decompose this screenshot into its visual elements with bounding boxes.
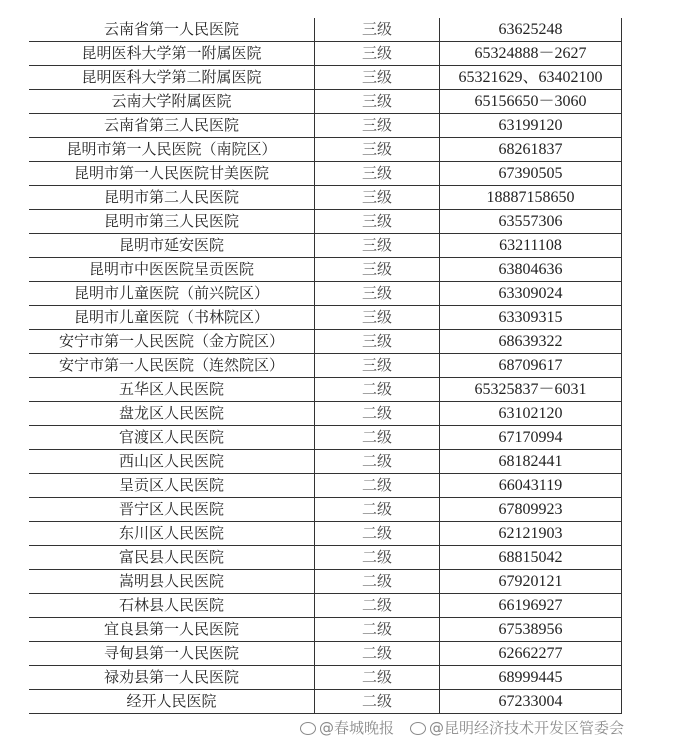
hospital-name: 五华区人民医院 — [29, 378, 315, 402]
table-row — [29, 210, 622, 234]
hospital-level: 三级 — [315, 282, 440, 306]
hospital-level: 二级 — [315, 402, 440, 426]
hospital-phone: 68999445 — [440, 666, 622, 690]
hospital-level: 二级 — [315, 642, 440, 666]
hospital-level: 三级 — [315, 258, 440, 282]
hospital-name: 宜良县第一人民医院 — [29, 618, 315, 642]
hospital-name: 昆明市第一人民医院（南院区） — [29, 138, 315, 162]
table-row — [29, 570, 622, 594]
hospital-level: 三级 — [315, 162, 440, 186]
hospital-level: 三级 — [315, 306, 440, 330]
hospital-level: 三级 — [315, 234, 440, 258]
watermark-chuncheng — [300, 719, 394, 737]
hospital-level: 二级 — [315, 450, 440, 474]
hospital-level: 三级 — [315, 330, 440, 354]
hospital-phone: 67233004 — [440, 690, 622, 714]
hospital-phone: 68182441 — [440, 450, 622, 474]
hospital-phone: 63102120 — [440, 402, 622, 426]
hospital-name: 西山区人民医院 — [29, 450, 315, 474]
hospital-level: 三级 — [315, 138, 440, 162]
hospital-phone: 18887158650 — [440, 186, 622, 210]
hospital-phone: 68261837 — [440, 138, 622, 162]
hospital-name: 东川区人民医院 — [29, 522, 315, 546]
table-row — [29, 258, 622, 282]
table-row — [29, 282, 622, 306]
hospital-phone: 63199120 — [440, 114, 622, 138]
table-row — [29, 594, 622, 618]
hospital-name: 安宁市第一人民医院（金方院区） — [29, 330, 315, 354]
hospital-level: 三级 — [315, 42, 440, 66]
table-row — [29, 18, 622, 42]
hospital-level: 二级 — [315, 666, 440, 690]
table-row — [29, 138, 622, 162]
hospital-name: 呈贡区人民医院 — [29, 474, 315, 498]
hospital-level: 二级 — [315, 594, 440, 618]
hospital-phone: 63211108 — [440, 234, 622, 258]
hospital-name: 石林县人民医院 — [29, 594, 315, 618]
hospital-table — [29, 18, 622, 714]
hospital-name: 云南省第一人民医院 — [29, 18, 315, 42]
hospital-phone: 67390505 — [440, 162, 622, 186]
table-row — [29, 666, 622, 690]
hospital-level: 二级 — [315, 498, 440, 522]
watermark-text: @春城晚报 — [319, 719, 395, 737]
hospital-level: 三级 — [315, 354, 440, 378]
hospital-level: 二级 — [315, 474, 440, 498]
table-row — [29, 450, 622, 474]
table-row — [29, 42, 622, 66]
hospital-name: 昆明市第一人民医院甘美医院 — [29, 162, 315, 186]
hospital-name: 云南大学附属医院 — [29, 90, 315, 114]
table-row — [29, 474, 622, 498]
hospital-name: 寻甸县第一人民医院 — [29, 642, 315, 666]
table-row — [29, 690, 622, 714]
hospital-phone: 63557306 — [440, 210, 622, 234]
hospital-phone: 68639322 — [440, 330, 622, 354]
hospital-name: 经开人民医院 — [29, 690, 315, 714]
hospital-phone: 63309315 — [440, 306, 622, 330]
hospital-level: 三级 — [315, 186, 440, 210]
weibo-icon — [300, 722, 316, 735]
hospital-level: 三级 — [315, 66, 440, 90]
hospital-name: 禄劝县第一人民医院 — [29, 666, 315, 690]
hospital-level: 二级 — [315, 378, 440, 402]
hospital-level: 二级 — [315, 618, 440, 642]
hospital-phone: 67538956 — [440, 618, 622, 642]
hospital-name: 昆明市儿童医院（书林院区） — [29, 306, 315, 330]
weibo-icon — [410, 722, 426, 735]
hospital-phone: 63804636 — [440, 258, 622, 282]
table-row — [29, 402, 622, 426]
hospital-name: 昆明市儿童医院（前兴院区） — [29, 282, 315, 306]
table-row — [29, 234, 622, 258]
hospital-phone: 62121903 — [440, 522, 622, 546]
hospital-name: 盘龙区人民医院 — [29, 402, 315, 426]
hospital-level: 三级 — [315, 114, 440, 138]
table-row — [29, 114, 622, 138]
hospital-phone: 67809923 — [440, 498, 622, 522]
hospital-name: 晋宁区人民医院 — [29, 498, 315, 522]
hospital-level: 二级 — [315, 690, 440, 714]
hospital-level: 二级 — [315, 546, 440, 570]
hospital-phone: 66196927 — [440, 594, 622, 618]
hospital-phone: 65321629、63402100 — [440, 66, 622, 90]
hospital-name: 昆明市延安医院 — [29, 234, 315, 258]
hospital-name: 富民县人民医院 — [29, 546, 315, 570]
hospital-phone: 66043119 — [440, 474, 622, 498]
hospital-level: 二级 — [315, 426, 440, 450]
table-row — [29, 162, 622, 186]
hospital-name: 昆明医科大学第二附属医院 — [29, 66, 315, 90]
hospital-level: 三级 — [315, 210, 440, 234]
watermark-text: @昆明经济技术开发区管委会 — [429, 719, 625, 737]
hospital-level: 三级 — [315, 90, 440, 114]
hospital-phone: 63625248 — [440, 18, 622, 42]
hospital-phone: 67170994 — [440, 426, 622, 450]
hospital-level: 二级 — [315, 522, 440, 546]
hospital-phone: 65324888－2627 — [440, 42, 622, 66]
hospital-phone: 62662277 — [440, 642, 622, 666]
hospital-phone: 67920121 — [440, 570, 622, 594]
table-row — [29, 306, 622, 330]
hospital-phone: 63309024 — [440, 282, 622, 306]
table-row — [29, 186, 622, 210]
table-row — [29, 426, 622, 450]
table-row — [29, 330, 622, 354]
hospital-name: 昆明市第二人民医院 — [29, 186, 315, 210]
table-row — [29, 354, 622, 378]
hospital-name: 官渡区人民医院 — [29, 426, 315, 450]
hospital-name: 云南省第三人民医院 — [29, 114, 315, 138]
table-row — [29, 66, 622, 90]
hospital-level: 三级 — [315, 18, 440, 42]
table-row — [29, 642, 622, 666]
table-row — [29, 522, 622, 546]
hospital-name: 嵩明县人民医院 — [29, 570, 315, 594]
hospital-name: 安宁市第一人民医院（连然院区） — [29, 354, 315, 378]
table-row — [29, 378, 622, 402]
watermark-kaifaqu — [410, 719, 624, 737]
hospital-phone: 65156650－3060 — [440, 90, 622, 114]
hospital-phone: 65325837－6031 — [440, 378, 622, 402]
hospital-level: 二级 — [315, 570, 440, 594]
hospital-phone: 68815042 — [440, 546, 622, 570]
table-row — [29, 546, 622, 570]
hospital-name: 昆明市中医医院呈贡医院 — [29, 258, 315, 282]
hospital-phone: 68709617 — [440, 354, 622, 378]
hospital-name: 昆明医科大学第一附属医院 — [29, 42, 315, 66]
hospital-table-body — [29, 18, 622, 714]
table-row — [29, 498, 622, 522]
table-row — [29, 618, 622, 642]
hospital-name: 昆明市第三人民医院 — [29, 210, 315, 234]
table-row — [29, 90, 622, 114]
